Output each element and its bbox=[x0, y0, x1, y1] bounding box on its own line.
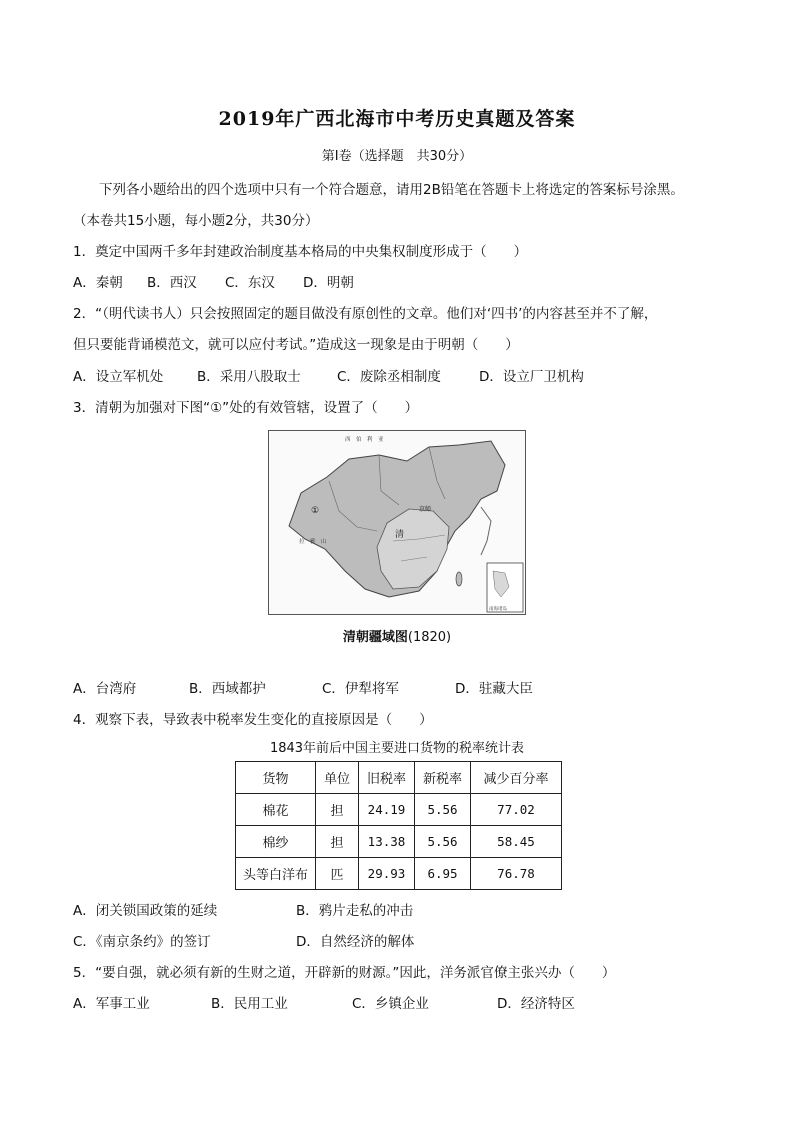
table-cell: 棉花 bbox=[236, 794, 316, 826]
question-3-option-d: D．驻藏大臣 bbox=[455, 681, 533, 697]
question-4-option-a: A．闭关锁国政策的延续 bbox=[73, 903, 218, 919]
question-5-option-a: A．军事工业 bbox=[73, 996, 150, 1012]
question-2-option-b: B．采用八股取士 bbox=[197, 369, 301, 385]
question-5-option-c: C．乡镇企业 bbox=[352, 996, 429, 1012]
table-cell: 担 bbox=[316, 826, 359, 858]
table-cell: 头等白洋布 bbox=[236, 858, 316, 890]
table-row bbox=[236, 858, 562, 890]
question-1-stem: 1．奠定中国两千多年封建政治制度基本格局的中央集权制度形成于（ ） bbox=[73, 244, 528, 260]
question-5-stem: 5．“要自强，就必须有新的生财之道，开辟新的财源。”因此，洋务派官僚主张兴办（ ） bbox=[73, 965, 616, 981]
table-cell: 5.56 bbox=[415, 826, 471, 858]
map-label-top: 西 伯 利 亚 bbox=[345, 437, 384, 443]
table-cell: 58.45 bbox=[471, 826, 562, 858]
question-5-option-d: D．经济特区 bbox=[497, 996, 575, 1012]
table-cell: 5.56 bbox=[415, 794, 471, 826]
map-label-qing: 清 bbox=[395, 530, 405, 540]
table-row bbox=[236, 794, 562, 826]
table-cell: 匹 bbox=[316, 858, 359, 890]
question-2-option-a: A．设立军机处 bbox=[73, 369, 164, 385]
table-cell: 77.02 bbox=[471, 794, 562, 826]
question-3-option-a: A．台湾府 bbox=[73, 681, 137, 697]
table-header-cell: 旧税率 bbox=[359, 762, 415, 794]
question-2-stem-line-1: 2．“（明代读书人）只会按照固定的题目做没有原创性的文章。他们对‘四书’的内容甚至并不了解， bbox=[73, 306, 658, 322]
map-label-capital: 京师 bbox=[419, 506, 432, 513]
map-caption-title: 清朝疆域图 bbox=[342, 630, 408, 645]
map-caption-year: (1820) bbox=[407, 630, 452, 645]
question-3-option-b: B．西域都护 bbox=[189, 681, 266, 697]
table-header-cell: 单位 bbox=[316, 762, 359, 794]
map-label-marker: ① bbox=[311, 506, 320, 516]
table-cell: 棉纱 bbox=[236, 826, 316, 858]
tax-rate-table bbox=[235, 761, 562, 890]
instructions-line-1: 下列各小题给出的四个选项中只有一个符合题意，请用2B铅笔在答题卡上将选定的答案标号涂黑。 bbox=[99, 182, 684, 198]
map-caption bbox=[0, 626, 794, 645]
table-cell: 29.93 bbox=[359, 858, 415, 890]
question-2-option-d: D．设立厂卫机构 bbox=[479, 369, 584, 385]
table-row bbox=[236, 826, 562, 858]
table-cell: 6.95 bbox=[415, 858, 471, 890]
question-1-option-a: A．秦朝 bbox=[73, 275, 123, 291]
instructions-line-2: （本卷共15小题，每小题2分，共30分） bbox=[73, 213, 319, 229]
question-1-option-c: C．东汉 bbox=[225, 275, 275, 291]
table-header-cell: 货物 bbox=[236, 762, 316, 794]
table-cell: 担 bbox=[316, 794, 359, 826]
table-cell: 76.78 bbox=[471, 858, 562, 890]
question-1-option-d: D．明朝 bbox=[303, 275, 354, 291]
table-header-cell: 减少百分率 bbox=[471, 762, 562, 794]
page-title: 2019年广西北海市中考历史真题及答案 bbox=[218, 108, 576, 130]
question-4-option-b: B．鸦片走私的冲击 bbox=[296, 903, 414, 919]
table-header-cell: 新税率 bbox=[415, 762, 471, 794]
question-5-option-b: B．民用工业 bbox=[211, 996, 288, 1012]
question-3-stem: 3．清朝为加强对下图“①”处的有效管辖，设置了（ ） bbox=[73, 400, 419, 416]
question-1-option-b: B．西汉 bbox=[147, 275, 197, 291]
question-2-stem-line-2: 但只要能背诵模范文，就可以应付考试。”造成这一现象是由于明朝（ ） bbox=[73, 337, 519, 353]
table-cell: 24.19 bbox=[359, 794, 415, 826]
table-caption: 1843年前后中国主要进口货物的税率统计表 bbox=[269, 741, 525, 756]
question-2-option-c: C．废除丞相制度 bbox=[337, 369, 441, 385]
table-header-row bbox=[236, 762, 562, 794]
question-4-option-d: D．自然经济的解体 bbox=[296, 934, 415, 950]
table-cell: 13.38 bbox=[359, 826, 415, 858]
question-4-stem: 4．观察下表，导致表中税率发生变化的直接原因是（ ） bbox=[73, 712, 433, 728]
map-label-lashan: 拉 雅 山 bbox=[299, 539, 327, 545]
question-4-option-c: C．《南京条约》的签订 bbox=[73, 934, 211, 950]
map-illustration bbox=[269, 431, 525, 614]
map-label-inset: 南海诸岛 bbox=[489, 607, 507, 612]
section-subtitle: 第Ⅰ卷（选择题 共30分） bbox=[321, 149, 473, 164]
qing-territory-map bbox=[268, 430, 526, 615]
question-3-option-c: C．伊犁将军 bbox=[322, 681, 399, 697]
